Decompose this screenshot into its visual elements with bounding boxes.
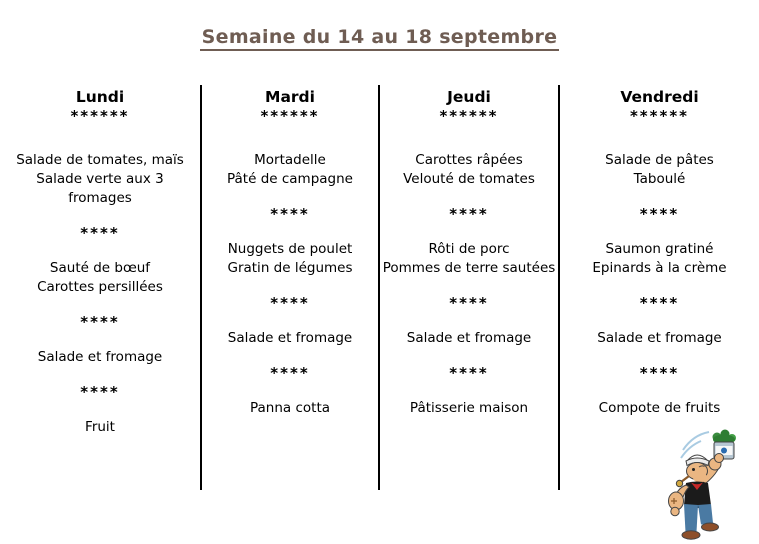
course-group xyxy=(202,329,378,348)
course-separator-stars: **** xyxy=(80,313,120,331)
course-group xyxy=(202,240,378,278)
course-group xyxy=(380,240,558,278)
dish: Salade et fromage xyxy=(37,349,163,365)
day-title: Lundi xyxy=(75,88,125,106)
page-title: Semaine du 14 au 18 septembre xyxy=(200,26,560,51)
dish: Salade de pâtes xyxy=(605,152,714,168)
dish: Rôti de porc xyxy=(428,241,510,257)
dish: Salade et fromage xyxy=(227,330,353,346)
dish: Mortadelle xyxy=(254,152,326,168)
dish: Taboulé xyxy=(633,171,686,187)
day-title-stars: ****** xyxy=(260,107,320,125)
dish: Fruit xyxy=(85,419,115,435)
day-title: Jeudi xyxy=(447,88,491,106)
course-separator-stars: **** xyxy=(80,224,120,242)
dish: Epinards à la crème xyxy=(592,260,727,276)
dish: Compote de fruits xyxy=(598,400,721,416)
dish: Carottes persillées xyxy=(37,279,163,295)
course-group xyxy=(0,348,200,367)
course-group xyxy=(560,240,759,278)
day-title: Mardi xyxy=(265,88,315,106)
dish: Nuggets de poulet xyxy=(227,241,353,257)
course-separator-stars: **** xyxy=(270,205,310,223)
dish: Salade et fromage xyxy=(597,330,722,346)
course-separator-stars: **** xyxy=(449,205,489,223)
day-title-stars: ****** xyxy=(629,107,690,125)
course-group xyxy=(0,259,200,297)
popeye-spinach-illustration xyxy=(655,426,749,542)
course-group xyxy=(0,151,200,208)
day-title-stars: ****** xyxy=(70,107,130,125)
dish: Gratin de légumes xyxy=(227,260,353,276)
dish: Pâté de campagne xyxy=(227,171,353,187)
course-separator-stars: **** xyxy=(80,383,120,401)
day-column-mardi xyxy=(200,85,378,490)
course-group xyxy=(380,399,558,418)
course-separator-stars: **** xyxy=(639,364,680,382)
course-separator-stars: **** xyxy=(639,294,680,312)
course-separator-stars: **** xyxy=(449,294,489,312)
day-column-lundi xyxy=(0,85,200,490)
dish: Pommes de terre sautées xyxy=(382,260,556,276)
dish: Salade de tomates, maïs xyxy=(16,152,184,168)
course-separator-stars: **** xyxy=(449,364,489,382)
course-group xyxy=(380,329,558,348)
dish: Panna cotta xyxy=(249,400,331,416)
dish: Salade verte aux 3 xyxy=(36,171,164,187)
dish: Salade et fromage xyxy=(406,330,532,346)
course-group xyxy=(380,151,558,189)
course-group xyxy=(560,399,759,418)
title-row xyxy=(0,26,759,51)
course-separator-stars: **** xyxy=(270,364,310,382)
menu-grid xyxy=(0,85,759,490)
dish: fromages xyxy=(68,190,132,206)
dish: Pâtisserie maison xyxy=(409,400,529,416)
course-group xyxy=(560,329,759,348)
day-title: Vendredi xyxy=(620,88,699,106)
day-column-jeudi xyxy=(378,85,558,490)
dish: Carottes râpées xyxy=(415,152,523,168)
course-group xyxy=(202,151,378,189)
dish: Saumon gratiné xyxy=(605,241,714,257)
course-group xyxy=(0,418,200,437)
popeye-figure-icon xyxy=(669,454,724,540)
dish: Velouté de tomates xyxy=(403,171,535,187)
dish: Sauté de bœuf xyxy=(49,260,151,276)
motion-lines-icon xyxy=(681,432,709,458)
day-title-stars: ****** xyxy=(439,107,499,125)
course-separator-stars: **** xyxy=(270,294,310,312)
course-group xyxy=(202,399,378,418)
course-separator-stars: **** xyxy=(639,205,680,223)
course-group xyxy=(560,151,759,189)
